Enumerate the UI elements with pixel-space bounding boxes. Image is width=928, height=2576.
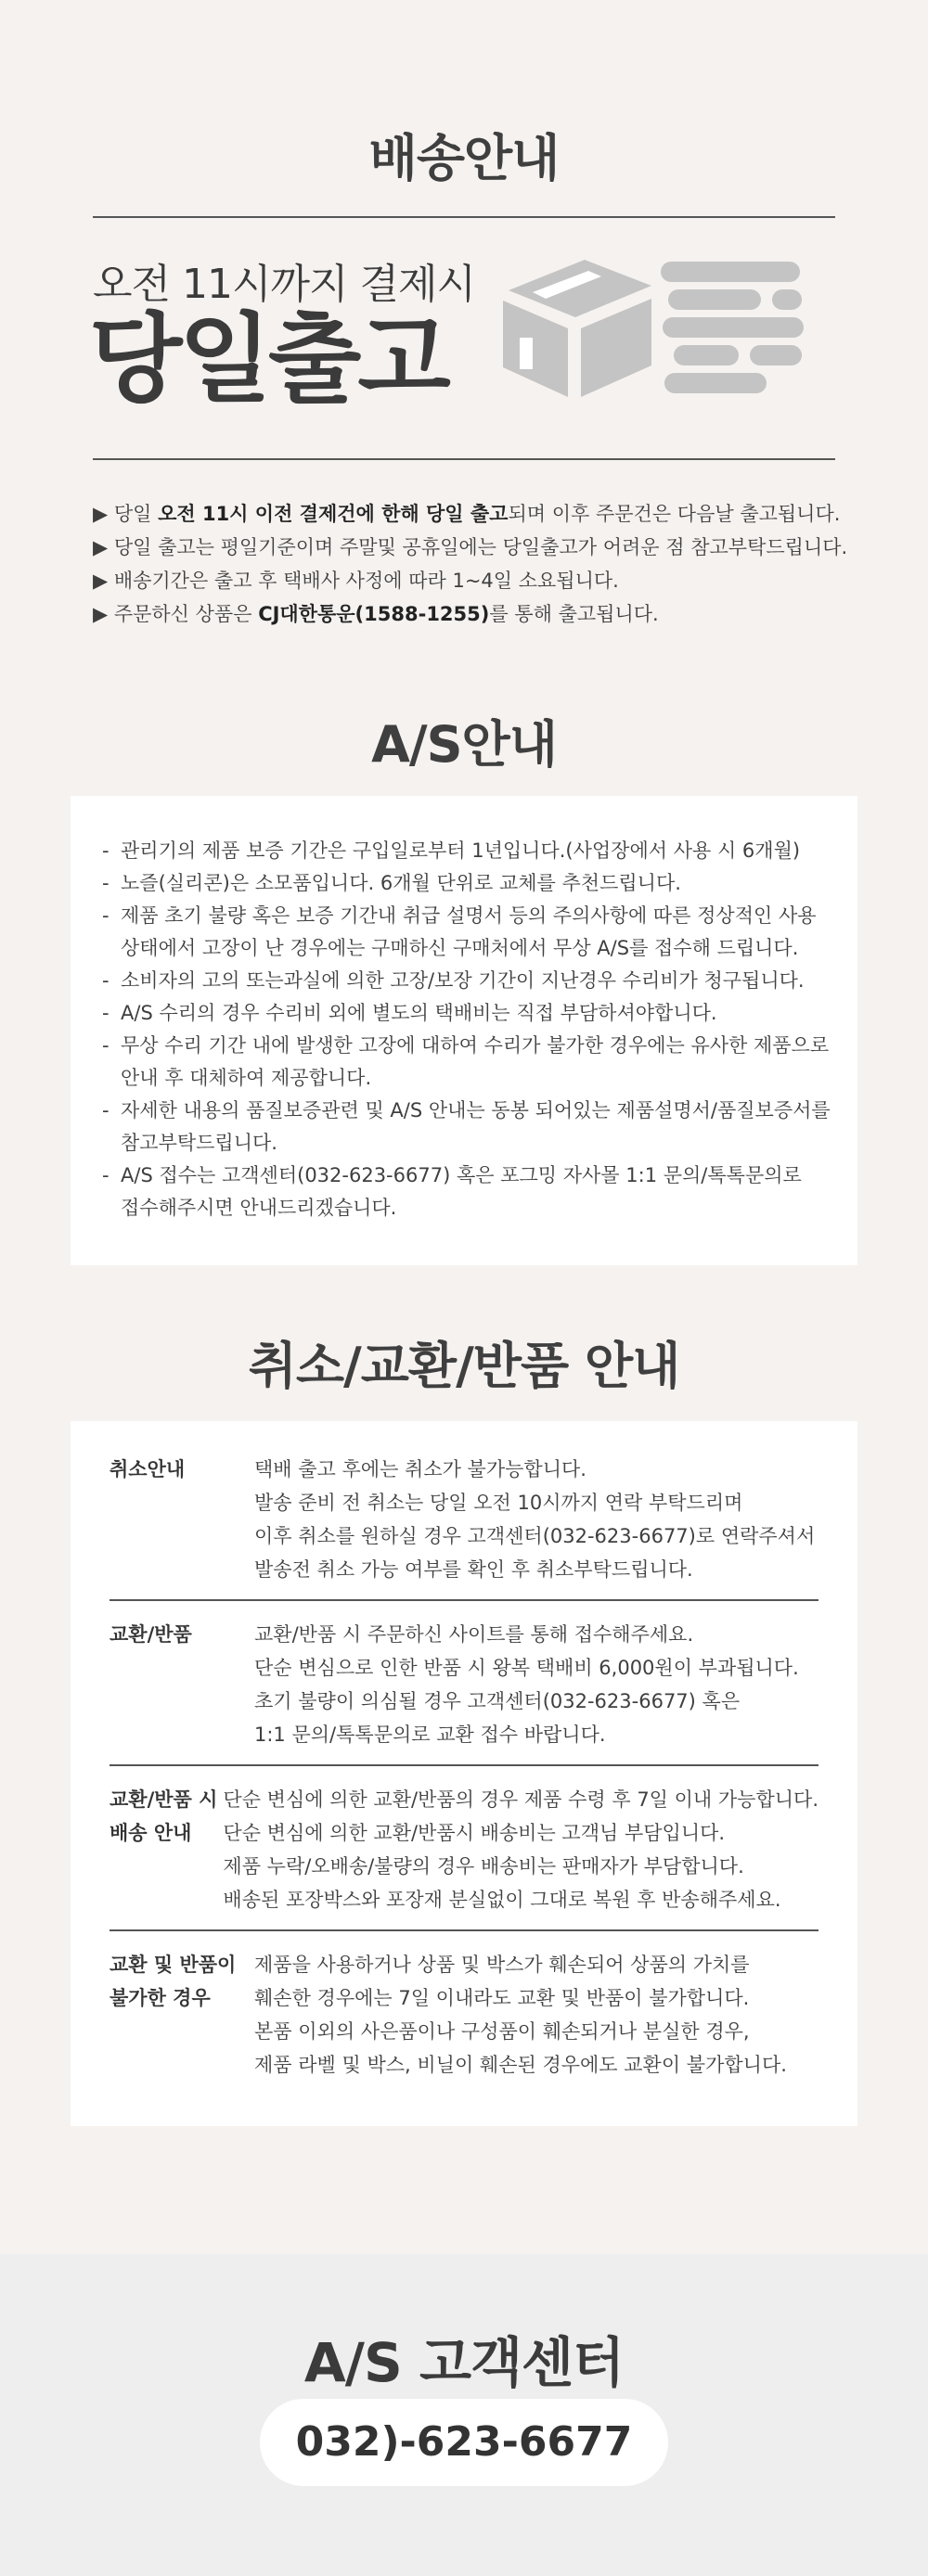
- row-body: [254, 1618, 818, 1751]
- shipping-note-4: ▶ 주문하신 상품은 CJ대한통운(1588-1255)를 통해 출고됩니다.: [93, 603, 659, 625]
- shipping-note-3: ▶ 배송기간은 출고 후 택배사 사정에 따라 1~4일 소요됩니다.: [93, 570, 619, 592]
- row-label: 교환/반품 시 배송 안내: [110, 1788, 218, 1844]
- row-line: 본품 이외의 사은품이나 구성품이 훼손되거나 분실한 경우,: [254, 2020, 750, 2043]
- table-row: [110, 1445, 818, 1601]
- row-line: 단순 변심에 의한 교환/반품시 배송비는 고객님 부담입니다.: [223, 1822, 726, 1844]
- list-item: - 무상 수리 기간 내에 발생한 고장에 대하여 수리가 불가한 경우에는 유사한 제품으로 안내 후 대체하여 제공합니다.: [102, 1030, 844, 1095]
- list-item: - 제품 초기 불량 혹은 보증 기간내 취급 설명서 등의 주의사항에 따른 정상적인 사용 상태에서 고장이 난 경우에는 구매하신 구매처에서 무상 A/S를 접수해 드립니다.: [102, 900, 844, 965]
- customer-center-phone[interactable]: 032)-623-6677: [260, 2399, 668, 2486]
- shipping-note-1: ▶ 당일 오전 11시 이전 결제건에 한해 당일 출고되며 이후 주문건은 다음날 출고됩니다.: [93, 503, 841, 525]
- row-label: 교환/반품: [110, 1623, 192, 1646]
- customer-center-title: A/S 고객센터: [303, 2331, 625, 2394]
- table-row: [110, 1766, 818, 1931]
- shipping-title: 배송안내: [368, 129, 560, 187]
- cancel-title: 취소/교환/반품 안내: [248, 1337, 680, 1395]
- as-list: [102, 835, 844, 1224]
- row-line: 단순 변심으로 인한 반품 시 왕복 택배비 6,000원이 부과됩니다.: [254, 1657, 799, 1679]
- row-line: 제품 누락/오배송/불량의 경우 배송비는 판매자가 부담합니다.: [223, 1855, 744, 1878]
- shipping-top-divider: [93, 216, 835, 218]
- row-line: 제품을 사용하거나 상품 및 박스가 훼손되어 상품의 가치를: [254, 1954, 750, 1976]
- row-line: 1:1 문의/톡톡문의로 교환 접수 바랍니다.: [254, 1724, 606, 1746]
- as-title: A/S안내: [371, 715, 557, 774]
- list-item: - 관리기의 제품 보증 기간은 구입일로부터 1년입니다.(사업장에서 사용 시 6개월): [102, 835, 844, 867]
- row-line: 배송된 포장박스와 포장재 분실없이 그대로 복원 후 반송해주세요.: [223, 1889, 781, 1911]
- row-label: 취소안내: [110, 1458, 186, 1480]
- as-customer-center: [0, 2254, 928, 2576]
- row-line: 발송전 취소 가능 여부를 확인 후 취소부탁드립니다.: [254, 1558, 693, 1581]
- list-item: - A/S 접수는 고객센터(032-623-6677) 혹은 포그밍 자사몰 1:1 문의/톡톡문의로 접수해주시면 안내드리겠습니다.: [102, 1160, 844, 1224]
- list-item: - 소비자의 고의 또는과실에 의한 고장/보장 기간이 지난경우 수리비가 청구됩니다.: [102, 965, 844, 997]
- row-line: 제품 라벨 및 박스, 비닐이 훼손된 경우에도 교환이 불가합니다.: [254, 2054, 787, 2076]
- row-line: 교환/반품 시 주문하신 사이트를 통해 접수해주세요.: [254, 1623, 694, 1646]
- row-line: 이후 취소를 원하실 경우 고객센터(032-623-6677)로 연락주셔서: [254, 1525, 816, 1547]
- same-day-subheading: 오전 11시까지 결제시: [93, 261, 475, 308]
- shipping-notes: [93, 497, 863, 631]
- row-line: 발송 준비 전 취소는 당일 오전 10시까지 연락 부탁드리며: [254, 1492, 743, 1514]
- list-item: - 자세한 내용의 품질보증관련 및 A/S 안내는 동봉 되어있는 제품설명서/품질보증서를 참고부탁드립니다.: [102, 1095, 844, 1160]
- row-body: [223, 1783, 818, 1916]
- delivery-box-icon: [492, 249, 807, 406]
- shipping-bottom-divider: [93, 458, 835, 460]
- table-row: [110, 1931, 818, 2095]
- row-body: [254, 1948, 818, 2082]
- list-item: - 노즐(실리콘)은 소모품입니다. 6개월 단위로 교체를 추천드립니다.: [102, 867, 844, 900]
- shipping-note-2: ▶ 당일 출고는 평일기준이며 주말및 공휴일에는 당일출고가 어려운 점 참고부탁드립니다.: [93, 536, 848, 558]
- row-body: [254, 1453, 818, 1586]
- cancel-table: [110, 1445, 818, 2095]
- row-line: 초기 불량이 의심될 경우 고객센터(032-623-6677) 혹은: [254, 1690, 741, 1712]
- row-line: 훼손한 경우에는 7일 이내라도 교환 및 반품이 불가합니다.: [254, 1987, 750, 2009]
- row-line: 단순 변심에 의한 교환/반품의 경우 제품 수령 후 7일 이내 가능합니다.: [223, 1788, 818, 1811]
- row-line: 택배 출고 후에는 취소가 불가능합니다.: [254, 1458, 586, 1480]
- table-row: [110, 1601, 818, 1766]
- same-day-headline: 당일출고: [89, 302, 447, 416]
- row-label: 교환 및 반품이 불가한 경우: [110, 1954, 237, 2009]
- list-item: - A/S 수리의 경우 수리비 외에 별도의 택배비는 직접 부담하셔야합니다.: [102, 997, 844, 1030]
